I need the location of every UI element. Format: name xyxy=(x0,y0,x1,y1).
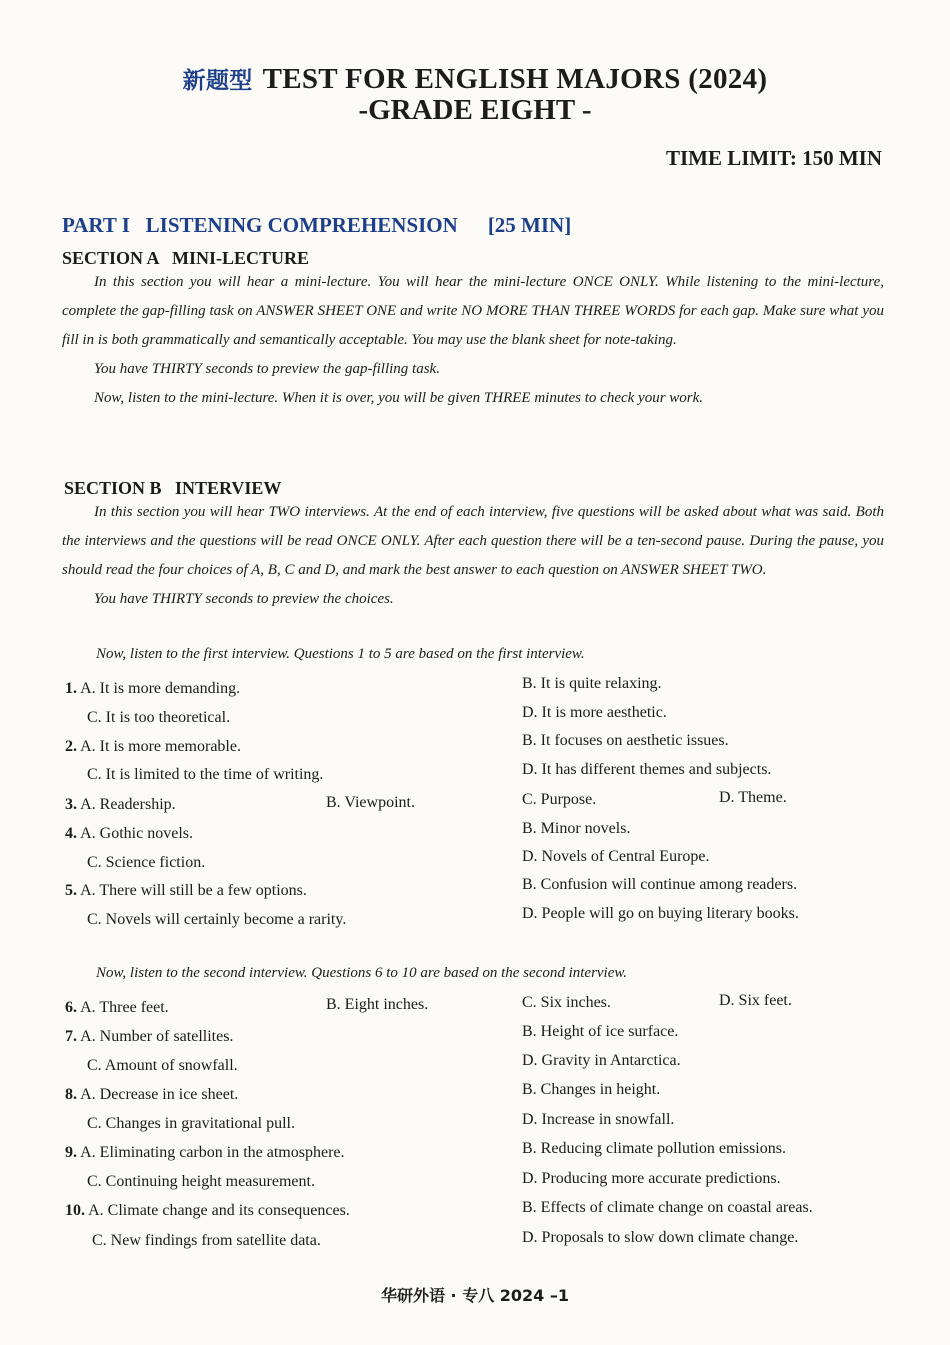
choice-10a[interactable]: A. Climate change and its consequences. xyxy=(88,1202,350,1219)
choice-9c[interactable]: C. Continuing height measurement. xyxy=(87,1173,315,1190)
choice-4c[interactable]: C. Science fiction. xyxy=(87,854,206,871)
part-1-duration: [25 MIN] xyxy=(487,213,572,237)
part-1-title xyxy=(62,213,571,238)
choice-8c[interactable]: C. Changes in gravitational pull. xyxy=(87,1115,295,1132)
choice-7b[interactable]: B. Height of ice surface. xyxy=(522,1023,679,1040)
section-b-para-2: You have THIRTY seconds to preview the choices. xyxy=(94,591,394,607)
question-4: 4. A. Gothic novels. xyxy=(65,825,193,842)
time-limit: TIME LIMIT: 150 MIN xyxy=(665,146,882,170)
question-8: 8. A. Decrease in ice sheet. xyxy=(65,1086,239,1103)
exam-title: TEST FOR ENGLISH MAJORS (2024) xyxy=(262,63,768,95)
section-a-para-1: In this section you will hear a mini-lecture. You will hear the mini-lecture ONCE ONLY. While listening to the mini-lecture, complete the gap-filling task on ANSWER SHEET ONE and write NO MORE THAN THREE WORDS for each gap. Make sure what you fill in is both grammatically and semantically acceptable. You may use the blank sheet for note-taking. xyxy=(62,274,884,348)
part-1-name: PART I LISTENING COMPREHENSION xyxy=(62,213,458,237)
choice-4d[interactable]: D. Novels of Central Europe. xyxy=(522,848,710,865)
choice-9a[interactable]: A. Eliminating carbon in the atmosphere. xyxy=(80,1144,345,1161)
choice-2c[interactable]: C. It is limited to the time of writing. xyxy=(87,766,324,783)
choice-2d[interactable]: D. It has different themes and subjects. xyxy=(522,761,772,778)
question-5: 5. A. There will still be a few options. xyxy=(65,882,307,899)
section-a-para-2: You have THIRTY seconds to preview the gap-filling task. xyxy=(94,361,440,377)
choice-10c[interactable]: C. New findings from satellite data. xyxy=(92,1232,321,1249)
choice-10d[interactable]: D. Proposals to slow down climate change. xyxy=(522,1229,799,1246)
interview-2-lead: Now, listen to the second interview. Questions 6 to 10 are based on the second interview. xyxy=(96,965,628,981)
section-b-title: SECTION B INTERVIEW xyxy=(64,478,282,498)
choice-3a[interactable]: A. Readership. xyxy=(80,796,176,813)
choice-1d[interactable]: D. It is more aesthetic. xyxy=(522,704,667,721)
section-b-para-1: In this section you will hear TWO interviews. At the end of each interview, five questions will be asked about what was said. Both the interviews and the questions will be read ONCE ONLY. After each question there will be a ten-second pause. During the pause, you should read the four choices of A, B, C and D, and mark the best answer to each question on ANSWER SHEET TWO. xyxy=(62,504,884,578)
choice-5d[interactable]: D. People will go on buying literary books. xyxy=(522,905,799,922)
choice-4b[interactable]: B. Minor novels. xyxy=(522,820,631,837)
question-2: 2. A. It is more memorable. xyxy=(65,738,241,755)
choice-4a[interactable]: A. Gothic novels. xyxy=(80,825,193,842)
choice-8d[interactable]: D. Increase in snowfall. xyxy=(522,1111,675,1128)
choice-10b[interactable]: B. Effects of climate change on coastal areas. xyxy=(522,1199,813,1216)
choice-3c[interactable]: C. Purpose. xyxy=(522,791,597,808)
section-a-title: SECTION A MINI-LECTURE xyxy=(62,248,310,268)
question-9: 9. A. Eliminating carbon in the atmosphere. xyxy=(65,1144,345,1161)
exam-subtitle: -GRADE EIGHT - xyxy=(358,94,592,126)
choice-9d[interactable]: D. Producing more accurate predictions. xyxy=(522,1170,781,1187)
choice-5a[interactable]: A. There will still be a few options. xyxy=(80,882,307,899)
choice-6d[interactable]: D. Six feet. xyxy=(719,992,792,1009)
choice-1a[interactable]: A. It is more demanding. xyxy=(80,680,241,697)
choice-7d[interactable]: D. Gravity in Antarctica. xyxy=(522,1052,681,1069)
choice-3b[interactable]: B. Viewpoint. xyxy=(326,794,415,811)
choice-6a[interactable]: A. Three feet. xyxy=(80,999,169,1016)
question-10: 10. A. Climate change and its consequences. xyxy=(65,1202,350,1219)
page-footer: 华研外语 · 专八 2024 –1 xyxy=(380,1286,570,1305)
question-1: 1. A. It is more demanding. xyxy=(65,680,241,697)
new-format-badge: 新题型 xyxy=(182,67,253,94)
choice-1c[interactable]: C. It is too theoretical. xyxy=(87,709,231,726)
choice-1b[interactable]: B. It is quite relaxing. xyxy=(522,675,662,692)
choice-7a[interactable]: A. Number of satellites. xyxy=(80,1028,234,1045)
choice-2a[interactable]: A. It is more memorable. xyxy=(80,738,241,755)
choice-5c[interactable]: C. Novels will certainly become a rarity. xyxy=(87,911,347,928)
section-a-para-3: Now, listen to the mini-lecture. When it is over, you will be given THREE minutes to check your work. xyxy=(94,390,704,406)
choice-6c[interactable]: C. Six inches. xyxy=(522,994,611,1011)
choice-5b[interactable]: B. Confusion will continue among readers. xyxy=(522,876,798,893)
choice-7c[interactable]: C. Amount of snowfall. xyxy=(87,1057,238,1074)
choice-8a[interactable]: A. Decrease in ice sheet. xyxy=(80,1086,239,1103)
choice-8b[interactable]: B. Changes in height. xyxy=(522,1081,661,1098)
question-3: 3. A. Readership. xyxy=(65,796,176,813)
interview-1-lead: Now, listen to the first interview. Questions 1 to 5 are based on the first interview. xyxy=(96,646,585,662)
section-a-instructions xyxy=(62,268,884,413)
choice-3d[interactable]: D. Theme. xyxy=(719,789,787,806)
choice-9b[interactable]: B. Reducing climate pollution emissions. xyxy=(522,1140,786,1157)
question-7: 7. A. Number of satellites. xyxy=(65,1028,234,1045)
choice-2b[interactable]: B. It focuses on aesthetic issues. xyxy=(522,732,729,749)
question-6: 6. A. Three feet. xyxy=(65,999,169,1016)
choice-6b[interactable]: B. Eight inches. xyxy=(326,996,429,1013)
section-b-instructions xyxy=(62,498,884,614)
exam-title-block xyxy=(0,62,950,127)
